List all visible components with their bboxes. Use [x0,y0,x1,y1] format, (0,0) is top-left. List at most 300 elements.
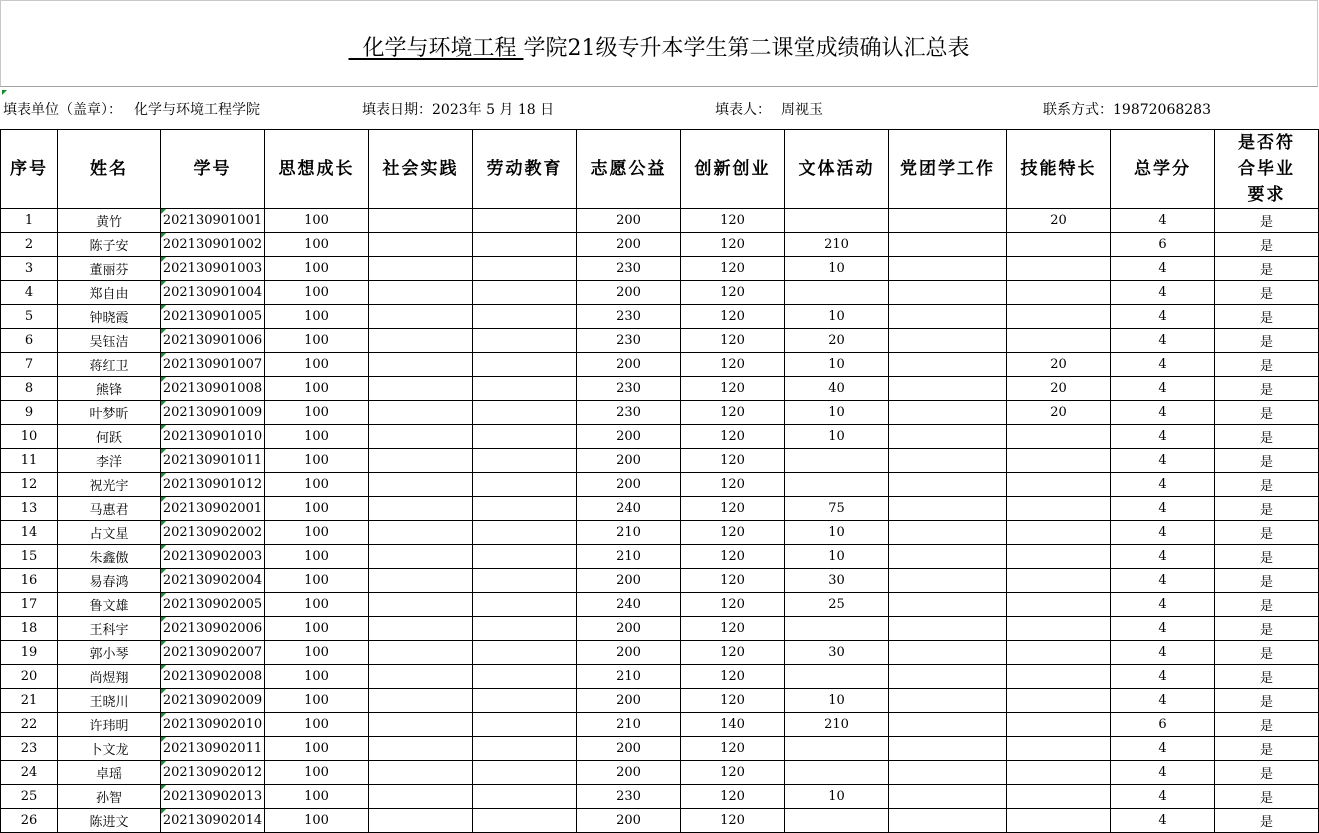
cell-total[interactable]: 4 [1111,809,1215,833]
cell-party-work[interactable] [889,305,1007,329]
cell-name[interactable]: 王科宇 [58,617,161,641]
cell-ideology[interactable]: 100 [265,257,369,281]
cell-total[interactable]: 4 [1111,617,1215,641]
cell-graduation[interactable]: 是 [1215,233,1319,257]
cell-labor[interactable] [473,281,577,305]
cell-culture-sports[interactable]: 10 [785,425,889,449]
cell-social-practice[interactable] [369,281,473,305]
cell-total[interactable]: 4 [1111,497,1215,521]
cell-culture-sports[interactable] [785,449,889,473]
cell-party-work[interactable] [889,473,1007,497]
cell-skills[interactable]: 20 [1007,401,1111,425]
cell-student-id[interactable]: 202130901008 [161,377,265,401]
cell-name[interactable]: 易春鸿 [58,569,161,593]
cell-ideology[interactable]: 100 [265,761,369,785]
cell-labor[interactable] [473,521,577,545]
cell-index[interactable]: 26 [1,809,58,833]
cell-total[interactable]: 4 [1111,353,1215,377]
cell-total[interactable]: 4 [1111,737,1215,761]
cell-party-work[interactable] [889,521,1007,545]
cell-social-practice[interactable] [369,569,473,593]
cell-social-practice[interactable] [369,233,473,257]
cell-ideology[interactable]: 100 [265,353,369,377]
cell-innovation[interactable]: 120 [681,233,785,257]
cell-volunteer[interactable]: 200 [577,233,681,257]
cell-social-practice[interactable] [369,785,473,809]
cell-labor[interactable] [473,449,577,473]
cell-ideology[interactable]: 100 [265,473,369,497]
cell-ideology[interactable]: 100 [265,521,369,545]
cell-labor[interactable] [473,377,577,401]
cell-name[interactable]: 吴钰洁 [58,329,161,353]
cell-graduation[interactable]: 是 [1215,785,1319,809]
cell-innovation[interactable]: 120 [681,401,785,425]
cell-graduation[interactable]: 是 [1215,665,1319,689]
cell-party-work[interactable] [889,593,1007,617]
cell-skills[interactable] [1007,569,1111,593]
cell-volunteer[interactable]: 200 [577,737,681,761]
cell-graduation[interactable]: 是 [1215,593,1319,617]
cell-index[interactable]: 17 [1,593,58,617]
cell-party-work[interactable] [889,449,1007,473]
cell-party-work[interactable] [889,497,1007,521]
cell-total[interactable]: 4 [1111,665,1215,689]
cell-index[interactable]: 10 [1,425,58,449]
cell-labor[interactable] [473,353,577,377]
cell-student-id[interactable]: 202130901010 [161,425,265,449]
cell-labor[interactable] [473,761,577,785]
cell-ideology[interactable]: 100 [265,305,369,329]
cell-party-work[interactable] [889,761,1007,785]
cell-student-id[interactable]: 202130901003 [161,257,265,281]
cell-student-id[interactable]: 202130902007 [161,641,265,665]
cell-total[interactable]: 4 [1111,761,1215,785]
cell-culture-sports[interactable] [785,665,889,689]
cell-ideology[interactable]: 100 [265,377,369,401]
cell-total[interactable]: 4 [1111,689,1215,713]
cell-volunteer[interactable]: 230 [577,785,681,809]
cell-index[interactable]: 11 [1,449,58,473]
cell-student-id[interactable]: 202130901007 [161,353,265,377]
cell-student-id[interactable]: 202130901009 [161,401,265,425]
cell-total[interactable]: 6 [1111,233,1215,257]
cell-name[interactable]: 钟晓霞 [58,305,161,329]
cell-name[interactable]: 蒋红卫 [58,353,161,377]
cell-labor[interactable] [473,545,577,569]
cell-social-practice[interactable] [369,305,473,329]
cell-ideology[interactable]: 100 [265,401,369,425]
cell-culture-sports[interactable] [785,809,889,833]
cell-skills[interactable] [1007,233,1111,257]
cell-ideology[interactable]: 100 [265,329,369,353]
cell-culture-sports[interactable]: 10 [785,689,889,713]
cell-name[interactable]: 祝光宇 [58,473,161,497]
cell-graduation[interactable]: 是 [1215,377,1319,401]
cell-innovation[interactable]: 120 [681,785,785,809]
cell-culture-sports[interactable]: 10 [785,305,889,329]
cell-student-id[interactable]: 202130902006 [161,617,265,641]
cell-name[interactable]: 许玮明 [58,713,161,737]
cell-culture-sports[interactable]: 75 [785,497,889,521]
cell-labor[interactable] [473,641,577,665]
cell-total[interactable]: 4 [1111,641,1215,665]
cell-student-id[interactable]: 202130902009 [161,689,265,713]
cell-culture-sports[interactable]: 30 [785,569,889,593]
cell-student-id[interactable]: 202130902011 [161,737,265,761]
cell-party-work[interactable] [889,785,1007,809]
cell-innovation[interactable]: 120 [681,593,785,617]
cell-total[interactable]: 4 [1111,209,1215,233]
cell-graduation[interactable]: 是 [1215,449,1319,473]
cell-party-work[interactable] [889,713,1007,737]
cell-culture-sports[interactable] [785,737,889,761]
cell-index[interactable]: 5 [1,305,58,329]
cell-labor[interactable] [473,569,577,593]
cell-innovation[interactable]: 140 [681,713,785,737]
cell-total[interactable]: 6 [1111,713,1215,737]
cell-skills[interactable] [1007,641,1111,665]
cell-skills[interactable] [1007,545,1111,569]
cell-skills[interactable]: 20 [1007,377,1111,401]
cell-total[interactable]: 4 [1111,425,1215,449]
cell-skills[interactable] [1007,761,1111,785]
cell-graduation[interactable]: 是 [1215,689,1319,713]
cell-index[interactable]: 19 [1,641,58,665]
cell-name[interactable]: 尚煜翔 [58,665,161,689]
cell-culture-sports[interactable]: 10 [785,785,889,809]
cell-innovation[interactable]: 120 [681,545,785,569]
cell-ideology[interactable]: 100 [265,497,369,521]
cell-party-work[interactable] [889,353,1007,377]
cell-labor[interactable] [473,401,577,425]
cell-student-id[interactable]: 202130902013 [161,785,265,809]
cell-skills[interactable] [1007,809,1111,833]
cell-labor[interactable] [473,809,577,833]
cell-skills[interactable]: 20 [1007,353,1111,377]
cell-index[interactable]: 20 [1,665,58,689]
cell-innovation[interactable]: 120 [681,377,785,401]
cell-social-practice[interactable] [369,449,473,473]
cell-volunteer[interactable]: 210 [577,521,681,545]
cell-ideology[interactable]: 100 [265,785,369,809]
cell-volunteer[interactable]: 240 [577,497,681,521]
cell-volunteer[interactable]: 230 [577,305,681,329]
cell-volunteer[interactable]: 200 [577,761,681,785]
cell-total[interactable]: 4 [1111,785,1215,809]
cell-social-practice[interactable] [369,401,473,425]
cell-student-id[interactable]: 202130902005 [161,593,265,617]
cell-party-work[interactable] [889,569,1007,593]
cell-index[interactable]: 2 [1,233,58,257]
cell-ideology[interactable]: 100 [265,713,369,737]
cell-index[interactable]: 13 [1,497,58,521]
cell-index[interactable]: 15 [1,545,58,569]
cell-index[interactable]: 1 [1,209,58,233]
cell-volunteer[interactable]: 200 [577,449,681,473]
cell-volunteer[interactable]: 230 [577,329,681,353]
cell-student-id[interactable]: 202130902001 [161,497,265,521]
cell-volunteer[interactable]: 200 [577,689,681,713]
cell-student-id[interactable]: 202130902010 [161,713,265,737]
cell-graduation[interactable]: 是 [1215,473,1319,497]
cell-culture-sports[interactable]: 10 [785,521,889,545]
cell-student-id[interactable]: 202130901001 [161,209,265,233]
cell-social-practice[interactable] [369,521,473,545]
cell-party-work[interactable] [889,401,1007,425]
cell-graduation[interactable]: 是 [1215,209,1319,233]
cell-social-practice[interactable] [369,761,473,785]
cell-total[interactable]: 4 [1111,329,1215,353]
cell-ideology[interactable]: 100 [265,545,369,569]
cell-culture-sports[interactable] [785,617,889,641]
cell-innovation[interactable]: 120 [681,665,785,689]
cell-ideology[interactable]: 100 [265,689,369,713]
cell-labor[interactable] [473,737,577,761]
cell-name[interactable]: 陈子安 [58,233,161,257]
cell-culture-sports[interactable]: 10 [785,353,889,377]
cell-volunteer[interactable]: 240 [577,593,681,617]
cell-innovation[interactable]: 120 [681,425,785,449]
cell-graduation[interactable]: 是 [1215,257,1319,281]
cell-total[interactable]: 4 [1111,521,1215,545]
cell-party-work[interactable] [889,209,1007,233]
cell-labor[interactable] [473,593,577,617]
cell-culture-sports[interactable] [785,473,889,497]
cell-party-work[interactable] [889,665,1007,689]
cell-labor[interactable] [473,785,577,809]
cell-graduation[interactable]: 是 [1215,497,1319,521]
cell-total[interactable]: 4 [1111,257,1215,281]
cell-name[interactable]: 李洋 [58,449,161,473]
cell-volunteer[interactable]: 200 [577,473,681,497]
cell-name[interactable]: 占文星 [58,521,161,545]
cell-index[interactable]: 24 [1,761,58,785]
cell-name[interactable]: 卜文龙 [58,737,161,761]
cell-party-work[interactable] [889,425,1007,449]
cell-graduation[interactable]: 是 [1215,521,1319,545]
cell-culture-sports[interactable]: 10 [785,545,889,569]
cell-social-practice[interactable] [369,809,473,833]
cell-labor[interactable] [473,497,577,521]
cell-student-id[interactable]: 202130901002 [161,233,265,257]
cell-name[interactable]: 陈进文 [58,809,161,833]
cell-innovation[interactable]: 120 [681,761,785,785]
cell-volunteer[interactable]: 200 [577,569,681,593]
cell-index[interactable]: 23 [1,737,58,761]
cell-innovation[interactable]: 120 [681,569,785,593]
cell-student-id[interactable]: 202130902012 [161,761,265,785]
cell-ideology[interactable]: 100 [265,281,369,305]
cell-social-practice[interactable] [369,545,473,569]
cell-graduation[interactable]: 是 [1215,545,1319,569]
cell-name[interactable]: 卓瑶 [58,761,161,785]
cell-student-id[interactable]: 202130901005 [161,305,265,329]
cell-volunteer[interactable]: 200 [577,281,681,305]
cell-skills[interactable] [1007,521,1111,545]
cell-social-practice[interactable] [369,713,473,737]
cell-name[interactable]: 何跃 [58,425,161,449]
cell-innovation[interactable]: 120 [681,353,785,377]
cell-skills[interactable] [1007,785,1111,809]
cell-volunteer[interactable]: 200 [577,641,681,665]
cell-index[interactable]: 14 [1,521,58,545]
cell-student-id[interactable]: 202130902004 [161,569,265,593]
cell-labor[interactable] [473,689,577,713]
cell-name[interactable]: 朱鑫傲 [58,545,161,569]
cell-skills[interactable] [1007,281,1111,305]
cell-party-work[interactable] [889,641,1007,665]
cell-graduation[interactable]: 是 [1215,305,1319,329]
cell-name[interactable]: 郭小琴 [58,641,161,665]
cell-labor[interactable] [473,473,577,497]
cell-student-id[interactable]: 202130902002 [161,521,265,545]
cell-volunteer[interactable]: 230 [577,377,681,401]
cell-culture-sports[interactable] [785,209,889,233]
cell-ideology[interactable]: 100 [265,209,369,233]
cell-name[interactable]: 董丽芬 [58,257,161,281]
cell-skills[interactable] [1007,473,1111,497]
cell-graduation[interactable]: 是 [1215,425,1319,449]
cell-innovation[interactable]: 120 [681,737,785,761]
cell-graduation[interactable]: 是 [1215,809,1319,833]
cell-culture-sports[interactable]: 10 [785,401,889,425]
cell-ideology[interactable]: 100 [265,665,369,689]
cell-innovation[interactable]: 120 [681,521,785,545]
cell-graduation[interactable]: 是 [1215,641,1319,665]
cell-student-id[interactable]: 202130901012 [161,473,265,497]
cell-volunteer[interactable]: 230 [577,401,681,425]
cell-party-work[interactable] [889,377,1007,401]
cell-volunteer[interactable]: 200 [577,425,681,449]
cell-index[interactable]: 21 [1,689,58,713]
cell-culture-sports[interactable]: 40 [785,377,889,401]
cell-culture-sports[interactable]: 210 [785,233,889,257]
cell-labor[interactable] [473,257,577,281]
cell-social-practice[interactable] [369,473,473,497]
cell-party-work[interactable] [889,329,1007,353]
cell-labor[interactable] [473,665,577,689]
cell-social-practice[interactable] [369,665,473,689]
cell-culture-sports[interactable] [785,281,889,305]
cell-name[interactable]: 马惠君 [58,497,161,521]
cell-innovation[interactable]: 120 [681,209,785,233]
cell-party-work[interactable] [889,257,1007,281]
cell-index[interactable]: 6 [1,329,58,353]
cell-volunteer[interactable]: 230 [577,257,681,281]
cell-ideology[interactable]: 100 [265,449,369,473]
cell-volunteer[interactable]: 200 [577,209,681,233]
cell-skills[interactable] [1007,617,1111,641]
cell-labor[interactable] [473,209,577,233]
cell-party-work[interactable] [889,545,1007,569]
cell-party-work[interactable] [889,233,1007,257]
cell-party-work[interactable] [889,809,1007,833]
cell-graduation[interactable]: 是 [1215,737,1319,761]
cell-graduation[interactable]: 是 [1215,353,1319,377]
cell-labor[interactable] [473,617,577,641]
cell-innovation[interactable]: 120 [681,473,785,497]
cell-name[interactable]: 黄竹 [58,209,161,233]
cell-skills[interactable] [1007,257,1111,281]
cell-ideology[interactable]: 100 [265,569,369,593]
cell-culture-sports[interactable] [785,761,889,785]
cell-social-practice[interactable] [369,737,473,761]
cell-ideology[interactable]: 100 [265,617,369,641]
cell-graduation[interactable]: 是 [1215,569,1319,593]
cell-innovation[interactable]: 120 [681,329,785,353]
cell-index[interactable]: 4 [1,281,58,305]
cell-index[interactable]: 18 [1,617,58,641]
cell-social-practice[interactable] [369,209,473,233]
cell-ideology[interactable]: 100 [265,809,369,833]
cell-party-work[interactable] [889,737,1007,761]
cell-total[interactable]: 4 [1111,473,1215,497]
cell-ideology[interactable]: 100 [265,641,369,665]
cell-culture-sports[interactable]: 20 [785,329,889,353]
cell-innovation[interactable]: 120 [681,689,785,713]
cell-volunteer[interactable]: 200 [577,617,681,641]
cell-index[interactable]: 22 [1,713,58,737]
cell-volunteer[interactable]: 210 [577,665,681,689]
cell-innovation[interactable]: 120 [681,449,785,473]
cell-total[interactable]: 4 [1111,545,1215,569]
cell-ideology[interactable]: 100 [265,737,369,761]
cell-index[interactable]: 12 [1,473,58,497]
cell-graduation[interactable]: 是 [1215,329,1319,353]
cell-name[interactable]: 鲁文雄 [58,593,161,617]
cell-student-id[interactable]: 202130902008 [161,665,265,689]
cell-skills[interactable] [1007,737,1111,761]
cell-innovation[interactable]: 120 [681,305,785,329]
cell-social-practice[interactable] [369,329,473,353]
cell-party-work[interactable] [889,689,1007,713]
cell-graduation[interactable]: 是 [1215,713,1319,737]
cell-innovation[interactable]: 120 [681,497,785,521]
cell-social-practice[interactable] [369,497,473,521]
cell-student-id[interactable]: 202130901006 [161,329,265,353]
cell-labor[interactable] [473,329,577,353]
cell-innovation[interactable]: 120 [681,281,785,305]
cell-social-practice[interactable] [369,377,473,401]
cell-skills[interactable] [1007,329,1111,353]
cell-total[interactable]: 4 [1111,281,1215,305]
cell-skills[interactable] [1007,497,1111,521]
cell-skills[interactable] [1007,449,1111,473]
cell-total[interactable]: 4 [1111,305,1215,329]
cell-skills[interactable] [1007,689,1111,713]
cell-graduation[interactable]: 是 [1215,617,1319,641]
cell-social-practice[interactable] [369,593,473,617]
cell-volunteer[interactable]: 200 [577,353,681,377]
cell-name[interactable]: 熊锋 [58,377,161,401]
cell-party-work[interactable] [889,281,1007,305]
cell-total[interactable]: 4 [1111,401,1215,425]
cell-party-work[interactable] [889,617,1007,641]
cell-name[interactable]: 王晓川 [58,689,161,713]
cell-social-practice[interactable] [369,641,473,665]
cell-innovation[interactable]: 120 [681,641,785,665]
cell-labor[interactable] [473,233,577,257]
cell-social-practice[interactable] [369,689,473,713]
cell-ideology[interactable]: 100 [265,425,369,449]
cell-skills[interactable] [1007,713,1111,737]
cell-labor[interactable] [473,425,577,449]
cell-index[interactable]: 7 [1,353,58,377]
cell-innovation[interactable]: 120 [681,617,785,641]
cell-ideology[interactable]: 100 [265,233,369,257]
cell-culture-sports[interactable]: 30 [785,641,889,665]
cell-student-id[interactable]: 202130902014 [161,809,265,833]
